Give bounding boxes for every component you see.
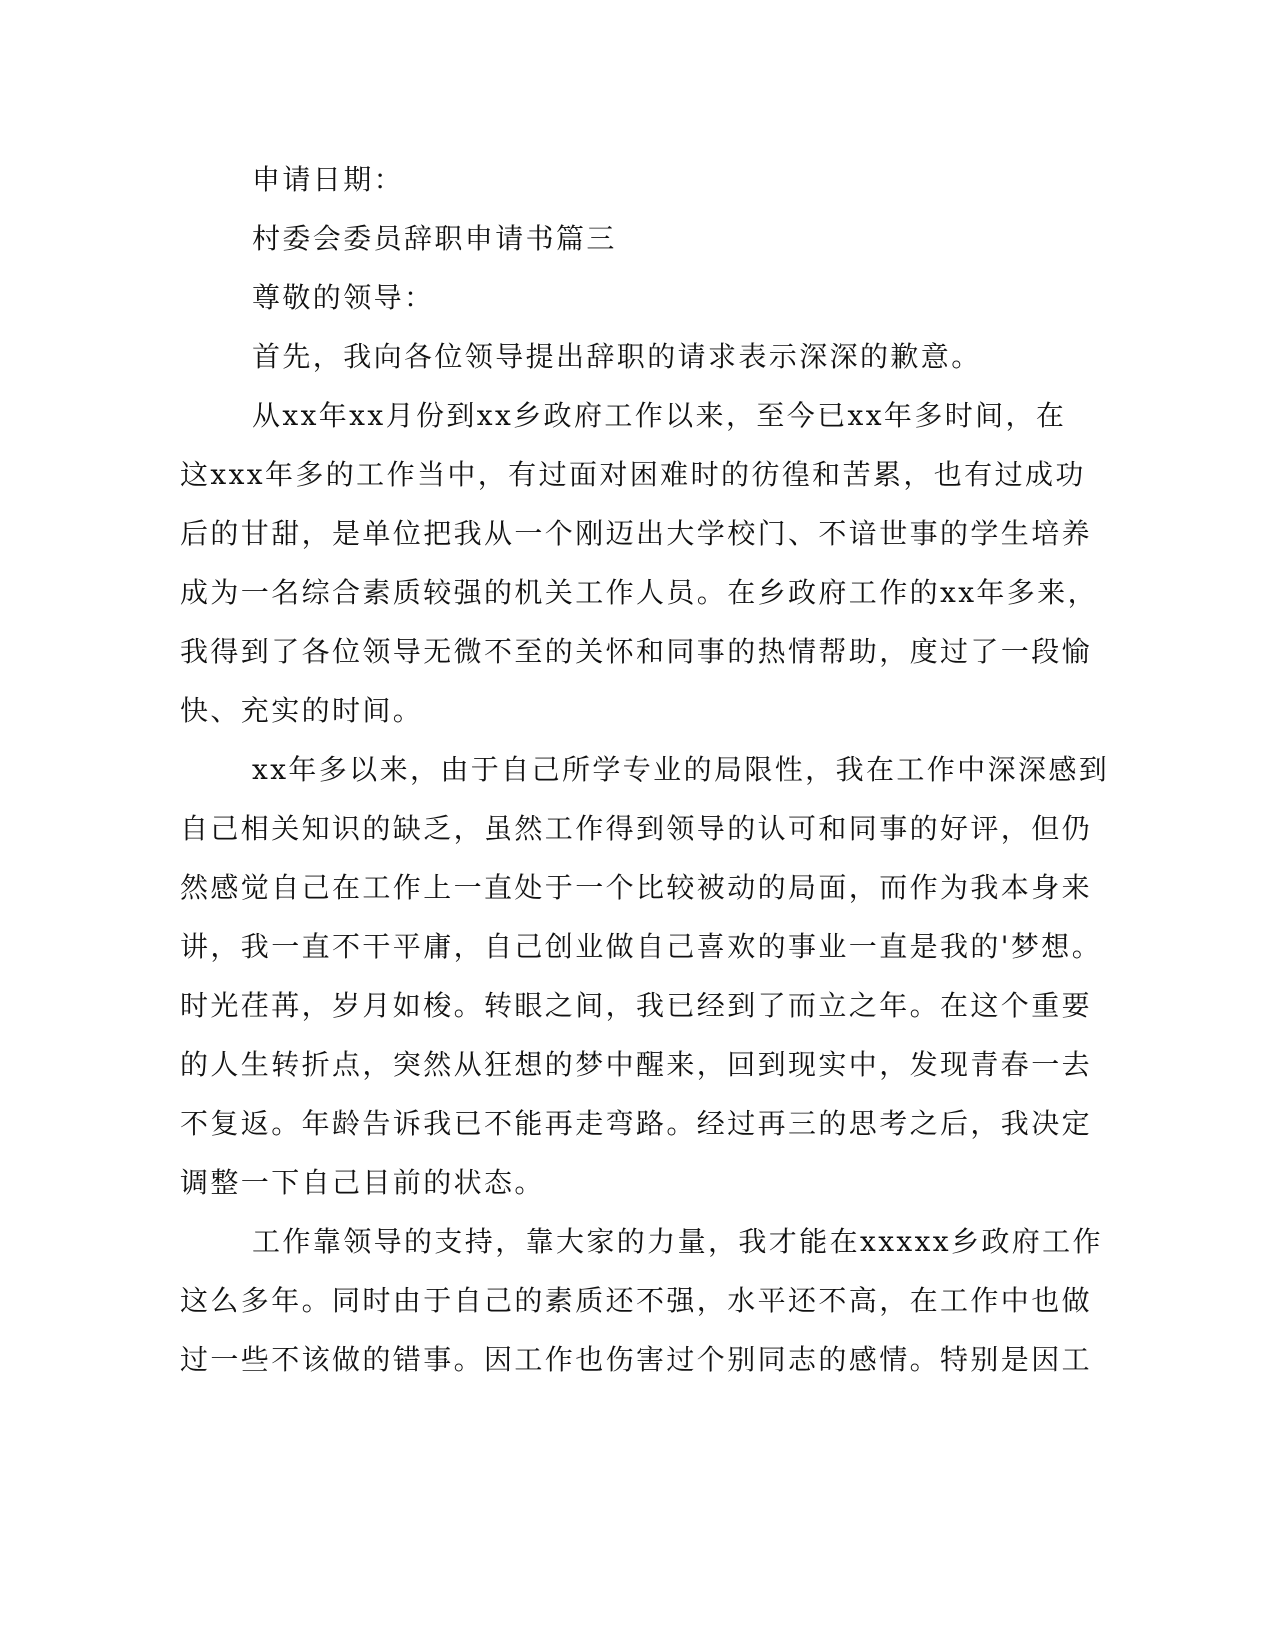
paragraph-line: xx年多以来，由于自己所学专业的局限性，我在工作中深深感到 [252,753,1110,786]
salutation: 尊敬的领导： [252,281,435,314]
paragraph-line: 这么多年。同时由于自己的素质还不强，水平还不高，在工作中也做 [180,1284,1093,1317]
paragraph-line: 首先，我向各位领导提出辞职的请求表示深深的歉意。 [252,340,982,373]
paragraph-line: 成为一名综合素质较强的机关工作人员。在乡政府工作的xx年多来， [180,576,1098,609]
application-date-label: 申请日期： [252,163,405,196]
paragraph-line: 从xx年xx月份到xx乡政府工作以来，至今已xx年多时间，在 [252,399,1067,432]
paragraph-line: 工作靠领导的支持，靠大家的力量，我才能在xxxxx乡政府工作 [252,1225,1103,1258]
paragraph-line: 的人生转折点，突然从狂想的梦中醒来，回到现实中，发现青春一去 [180,1048,1093,1081]
paragraph-line: 后的甘甜，是单位把我从一个刚迈出大学校门、不谙世事的学生培养 [180,517,1093,550]
section-title: 村委会委员辞职申请书篇三 [252,222,617,255]
paragraph-line: 时光荏苒，岁月如梭。转眼之间，我已经到了而立之年。在这个重要 [180,989,1093,1022]
paragraph-line: 讲，我一直不干平庸，自己创业做自己喜欢的事业一直是我的'梦想。 [180,930,1103,963]
paragraph-line: 过一些不该做的错事。因工作也伤害过个别同志的感情。特别是因工 [180,1343,1093,1376]
paragraph-line: 然感觉自己在工作上一直处于一个比较被动的局面，而作为我本身来 [180,871,1093,904]
paragraph-line: 不复返。年龄告诉我已不能再走弯路。经过再三的思考之后，我决定 [180,1107,1093,1140]
paragraph-line: 这xxx年多的工作当中，有过面对困难时的彷徨和苦累，也有过成功 [180,458,1086,491]
paragraph-line: 快、充实的时间。 [180,694,424,727]
paragraph-line: 自己相关知识的缺乏，虽然工作得到领导的认可和同事的好评，但仍 [180,812,1093,845]
paragraph-line: 我得到了各位领导无微不至的关怀和同事的热情帮助，度过了一段愉 [180,635,1093,668]
paragraph-line: 调整一下自己目前的状态。 [180,1166,545,1199]
